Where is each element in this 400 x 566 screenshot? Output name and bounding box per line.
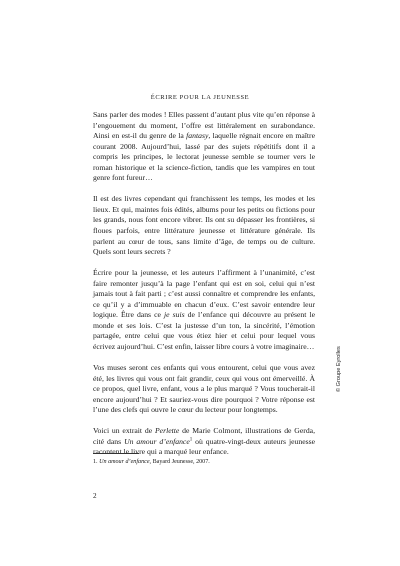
italic-text: Un amour d’enfance — [124, 436, 190, 446]
text-run: de Marie Colmont, illustrations de Gerda, cité dans — [93, 426, 315, 446]
italic-text: Perlette — [154, 426, 180, 436]
paragraph — [93, 110, 315, 184]
text-run: Sans parler des modes ! Elles passent d’autant plus vite qu’en réponse à l’engouement du moment, l’offre est littéralement en surabondance. Ainsi en est-il du genre de la — [93, 110, 315, 141]
running-head: ÉCRIRE POUR LA JEUNESSE — [150, 94, 250, 101]
text-run: Voici un extrait de — [93, 426, 155, 436]
footnote-rule — [93, 453, 139, 454]
paragraph — [93, 268, 315, 352]
text-run: où quatre-vingt-deux auteurs jeunesse racontent le livre qui a marqué leur enfance. — [93, 436, 315, 457]
copyright-notice: © Groupe Eyrolles — [336, 346, 342, 392]
page-number: 2 — [93, 492, 97, 500]
paragraph — [93, 363, 315, 416]
text-run: de l’enfance qui découvre au présent le monde et ses lois. C’est la justesse d’un ton, la sincérité, l’émotion partagée, entre celui que vous étiez hier et celui pour lequel vous écrivez aujourd’hui. C’est enfin, laisser libre cours à votre imaginaire… — [93, 310, 315, 351]
italic-text: fantasy — [186, 131, 209, 141]
italic-text: Un amour d’enfance — [99, 459, 150, 465]
italic-text: je suis — [164, 310, 185, 320]
text-run: , laquelle régnait encore en maître courant 2008. Aujourd’hui, lassé par des sujets répétitifs dont il a compris les principes, le lectorat jeunesse semble se tourner vers le roman historique et la science-fiction, tandis que les vampires en tout genre font fureur… — [93, 131, 315, 183]
text-run: Écrire pour la jeunesse, et les auteurs l’affirment à l’unanimité, c’est faire remonter jusqu’à la page l’enfant qui est en soi, celui qui n’est jamais tout à fait parti ; c’est aussi connaître et comprendre les enfants, ce qu’il y a d’immuable en chacun d’eux. C’est savoir entendre leur logique. Être dans ce — [93, 268, 315, 320]
paragraph — [93, 194, 315, 257]
footnote-ref: 1 — [189, 437, 193, 443]
text-run: 1. — [93, 459, 100, 465]
body-text — [93, 110, 315, 458]
footnote — [93, 458, 315, 466]
text-run: Il est des livres cependant qui franchissent les temps, les modes et les lieux. Et qui, maintes fois édités, albums pour les petits ou fictions pour les grands, nous font encore vibrer. Ils ont su dépasser les frontières, si floues parfois, entre littérature jeunesse et littérature générale. Ils parlent au cœur de tous, sans limite d’âge, de temps ou de culture. Quels sont leurs secrets ? — [93, 194, 315, 257]
text-run: Vos muses seront ces enfants qui vous entourent, celui que vous avez été, les livres qui vous ont fait grandir, ceux qui vous ont émerveillé. À ce propos, quel livre, enfant, vous a le plus marqué ? Vous toucherait-il encore aujourd’hui ? Et sauriez-vous dire pourquoi ? Votre réponse est l’une des clefs qui ouvre le cœur du lecteur pour longtemps. — [93, 362, 315, 415]
text-run: , Bayard Jeunesse, 2007. — [149, 459, 210, 465]
